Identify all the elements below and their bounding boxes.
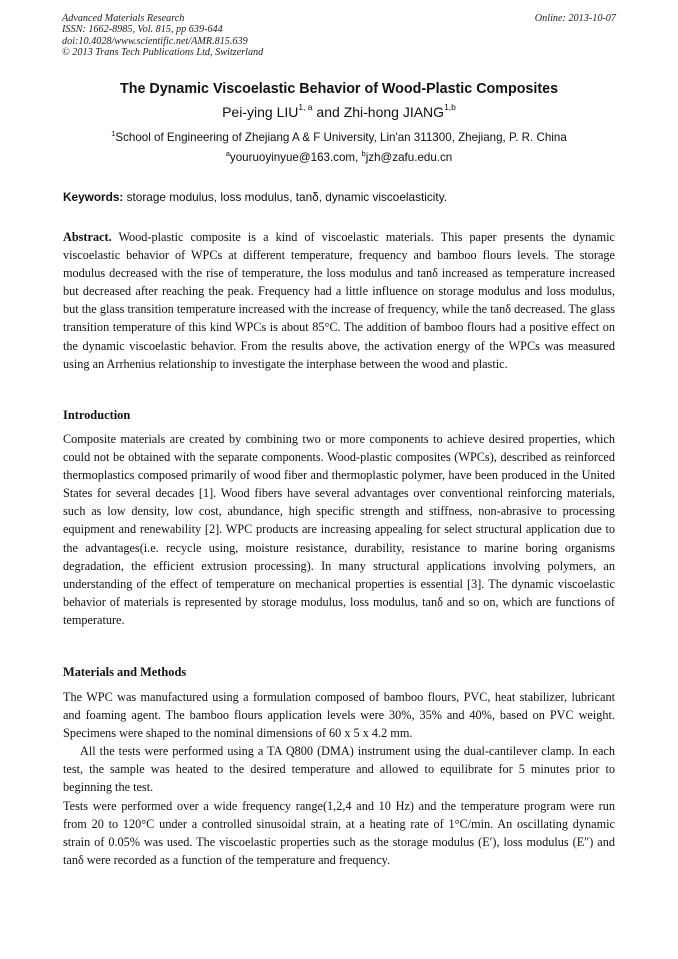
methods-paragraph-3: Tests were performed over a wide frequency range(1,2,4 and 10 Hz) and the temperature program were run from 20 to 120°C under a controlled sinusoidal strain, at a heating rate of 1°C/min. An oscillating dynamic strain of 0.05% was used. The viscoelastic properties such as the storage modulus (E′), loss modulus (E″) and tanδ were recorded as a function of the temperature and frequency. [63,798,615,867]
methods-paragraph-1: The WPC was manufactured using a formulation composed of bamboo flours, PVC, heat stabilizer, lubricant and foaming agent. The bamboo flours application levels were 30%, 35% and 40%, based on PVC weight. Specimens were shaped to the nominal dimensions of 60 x 5 x 4.2 mm. [63,690,615,741]
keywords-label: Keywords: [63,190,124,204]
methods-heading: Materials and Methods [63,665,187,679]
abstract-label: Abstract. [63,230,112,244]
author-2: Zhi-hong JIANG [343,104,445,120]
doi-line: doi:10.4028/www.scientific.net/AMR.815.639 [62,35,248,47]
author-line [0,102,678,122]
keywords-text: storage modulus, loss modulus, tanδ, dynamic viscoelasticity. [123,190,448,204]
paper-title: The Dynamic Viscoelastic Behavior of Wood-Plastic Composites [119,81,559,97]
affiliation-sup: 1 [111,129,116,138]
author-2-sup: 1,b [444,102,456,112]
issn-line: ISSN: 1662-8985, Vol. 815, pp 639-644 [62,24,223,36]
abstract-paragraph [63,228,615,373]
affiliation-line [0,130,678,146]
author-and: and [312,104,344,120]
methods-section [63,688,615,869]
email-b: jzh@zafu.edu.cn [365,151,453,164]
keywords-line [63,189,615,205]
journal-header [62,13,263,59]
affiliation-text: School of Engineering of Zhejiang A & F University, Lin'an 311300, Zhejiang, P. R. China [115,131,567,144]
methods-paragraph-2: All the tests were performed using a TA Q800 (DMA) instrument using the dual-cantilever clamp. In each test, the sample was heated to the desired temperature and allowed to equilibrate for 5 minutes prior to beginning the test. [63,744,615,795]
copyright-line: © 2013 Trans Tech Publications Ltd, Switzerland [62,47,264,59]
introduction-heading: Introduction [63,408,131,422]
email-a: youruoyinyue@163.com, [229,151,362,164]
online-date: Online: 2013-10-07 [534,13,616,24]
introduction-paragraph [63,430,615,629]
journal-name: Advanced Materials Research [62,13,185,24]
email-line [0,150,678,166]
author-1-sup: 1, a [298,102,313,112]
abstract-text: Wood-plastic composite is a kind of viscoelastic materials. This paper presents the dynamic viscoelastic behavior of WPCs at different temperature, frequency and bamboo flours levels. The storage modulus decreased with the rise of temperature, the loss modulus and tanδ increased as temperature increased but decreased after reaching the peak. Frequency had a little influence on storage modulus and loss modulus, but the glass transition temperature increased with the increase of frequency, while the tanδ decreased. The glass transition temperature of this kind WPCs is about 85°C. The addition of bamboo flours had a positive effect on the dynamic viscoelastic behavior. From the results above, the activation energy of the WPCs was measured using an Arrhenius relationship to investigate the interphase between the wood and plastic. [63,230,615,371]
email-a-sup: a [225,149,230,158]
introduction-text: Composite materials are created by combining two or more components to achieve desired properties, which could not be obtained with the separate components. Wood-plastic composites (WPCs), described as reinforced thermoplastics composed primarily of wood fiber and thermoplastic polymer, have been produced in the United States for several decades [1]. Wood fibers have several advantages over conventional reinforcing materials, such as low density, low cost, abundance, high specific strength and stiffness, non-abrasive to processing equipment and renewability [2]. WPC products are increasing appealing for select structural application due to the advantages(i.e. recycle using, moisture resistance, durability, resistance to marine boring organisms degradation, the efficient extrusion processing). In many structural applications involving polymers, an understanding of the effect of temperature on mechanical properties is essential [3]. The dynamic viscoelastic behavior of materials is represented by storage modulus, loss modulus, tanδ and so on, which are functions of temperature. [63,432,615,627]
author-1: Pei-ying LIU [222,104,299,120]
email-b-sup: b [361,149,366,158]
